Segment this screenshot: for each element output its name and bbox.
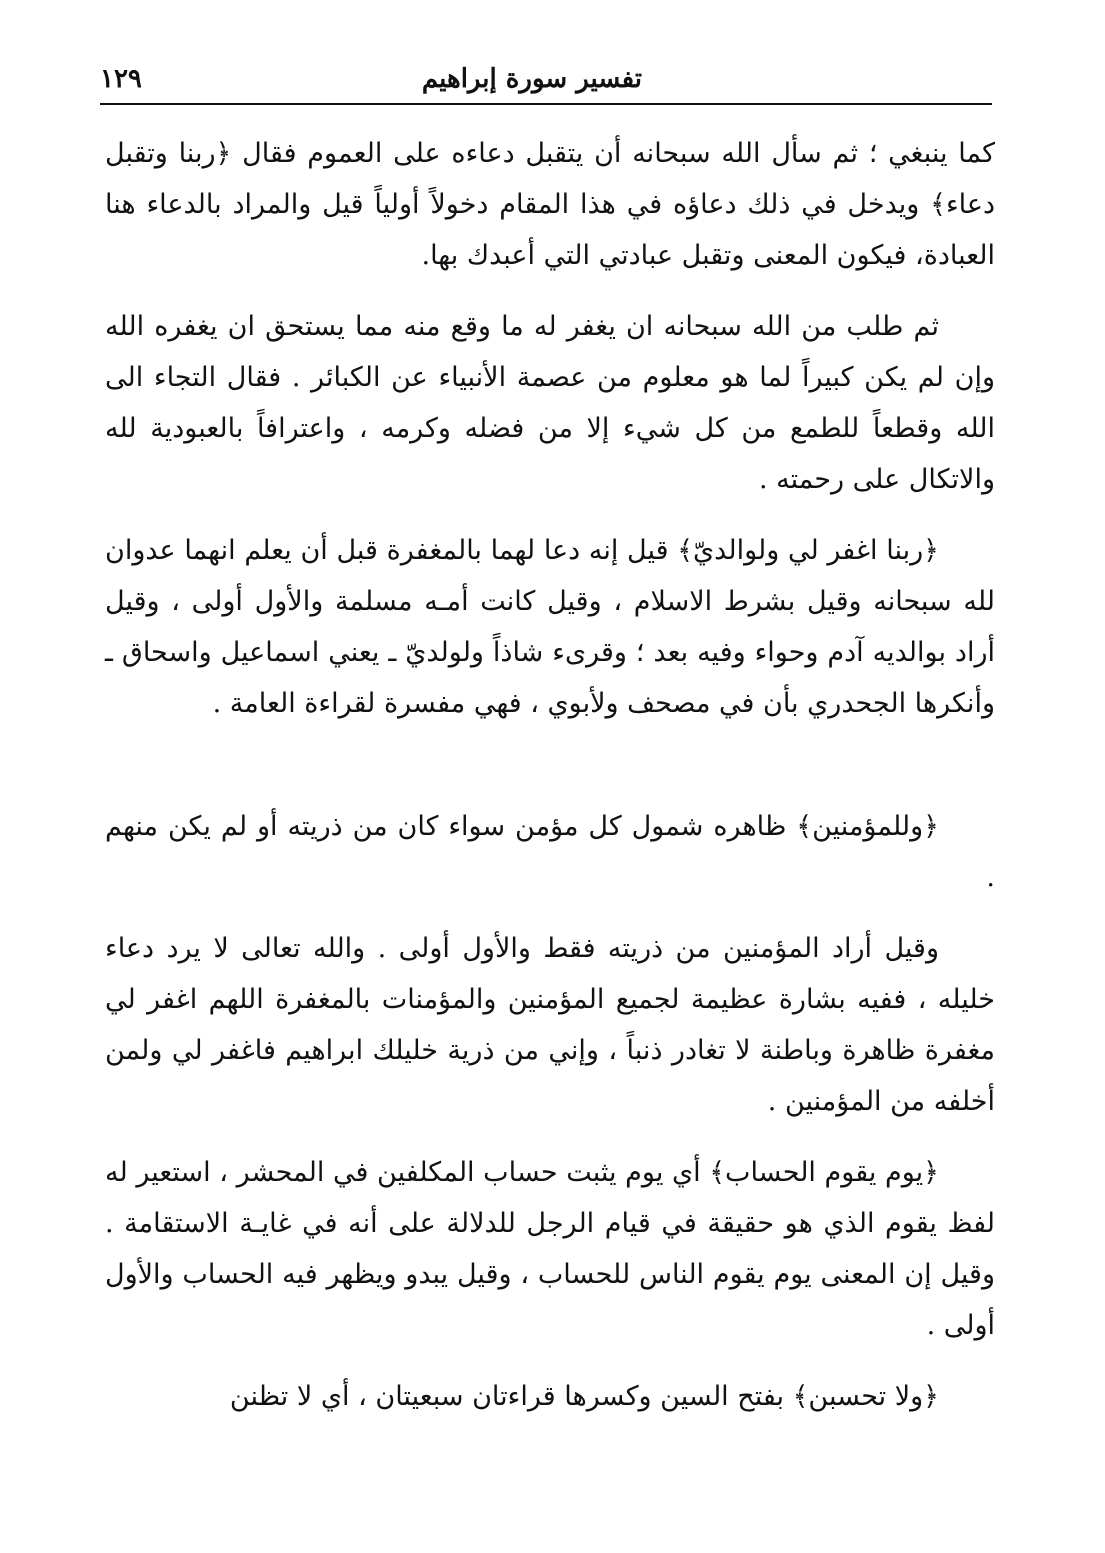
page-number: ١٢٩ bbox=[100, 64, 142, 94]
page-header bbox=[100, 58, 992, 104]
paragraph-6: ﴿يوم يقوم الحساب﴾ أي يوم يثبت حساب المكلفين في المحشر ، استعير له لفظ يقوم الذي هو حقيقة في قيام الرجل للدلالة على أنه في غايـة الاستقامة . وقيل إن المعنى يوم يقوم الناس للحساب ، وقيل يبدو ويظهر فيه الحساب والأول أولى . bbox=[105, 1157, 995, 1341]
paragraph-1: كما ينبغي ؛ ثم سأل الله سبحانه أن يتقبل دعاءه على العموم فقال ﴿ربنا وتقبل دعاء﴾ ويدخل في ذلك دعاؤه في هذا المقام دخولاً أولياً قيل والمراد بالدعاء هنا العبادة، فيكون المعنى وتقبل عبادتي التي أعبدك بها. bbox=[105, 138, 995, 271]
paragraph-4: ﴿وللمؤمنين﴾ ظاهره شمول كل مؤمن سواء كان من ذريته أو لم يكن منهم . bbox=[105, 811, 995, 893]
paragraph-7: ﴿ولا تحسبن﴾ بفتح السين وكسرها قراءتان سبعيتان ، أي لا تظنن bbox=[229, 1381, 939, 1412]
header-rule bbox=[100, 103, 992, 105]
page-body bbox=[105, 128, 995, 1442]
paragraph-5: وقيل أراد المؤمنين من ذريته فقط والأول أولى . والله تعالى لا يرد دعاء خليله ، ففيه بشارة عظيمة لجميع المؤمنين والمؤمنات بالمغفرة اللهم اغفر لي مغفرة ظاهرة وباطنة لا تغادر ذنباً ، وإني من ذرية خليلك ابراهيم فاغفر لي ولمن أخلفه من المؤمنين . bbox=[105, 933, 996, 1117]
paragraph-2: ثم طلب من الله سبحانه ان يغفر له ما وقع منه مما يستحق ان يغفره الله وإن لم يكن كبيراً لما هو معلوم من عصمة الأنبياء عن الكبائر . فقال التجاء الى الله وقطعاً للطمع من كل شيء إلا من فضله وكرمه ، واعترافاً بالعبودية لله والاتكال على رحمته . bbox=[105, 311, 995, 495]
paragraph-3: ﴿ربنا اغفر لي ولوالديّ﴾ قيل إنه دعا لهما بالمغفرة قبل أن يعلم انهما عدوان لله سبحانه وقيل بشرط الاسلام ، وقيل كانت أمـه مسلمة والأول أولى ، وقيل أراد بوالديه آدم وحواء وفيه بعد ؛ وقرىء شاذاً ولولديّ ـ يعني اسماعيل واسحاق ـ وأنكرها الجحدري بأن في مصحف ولأبوي ، فهي مفسرة لقراءة العامة . bbox=[105, 535, 995, 719]
running-title: تفسير سورة إبراهيم bbox=[421, 64, 642, 94]
